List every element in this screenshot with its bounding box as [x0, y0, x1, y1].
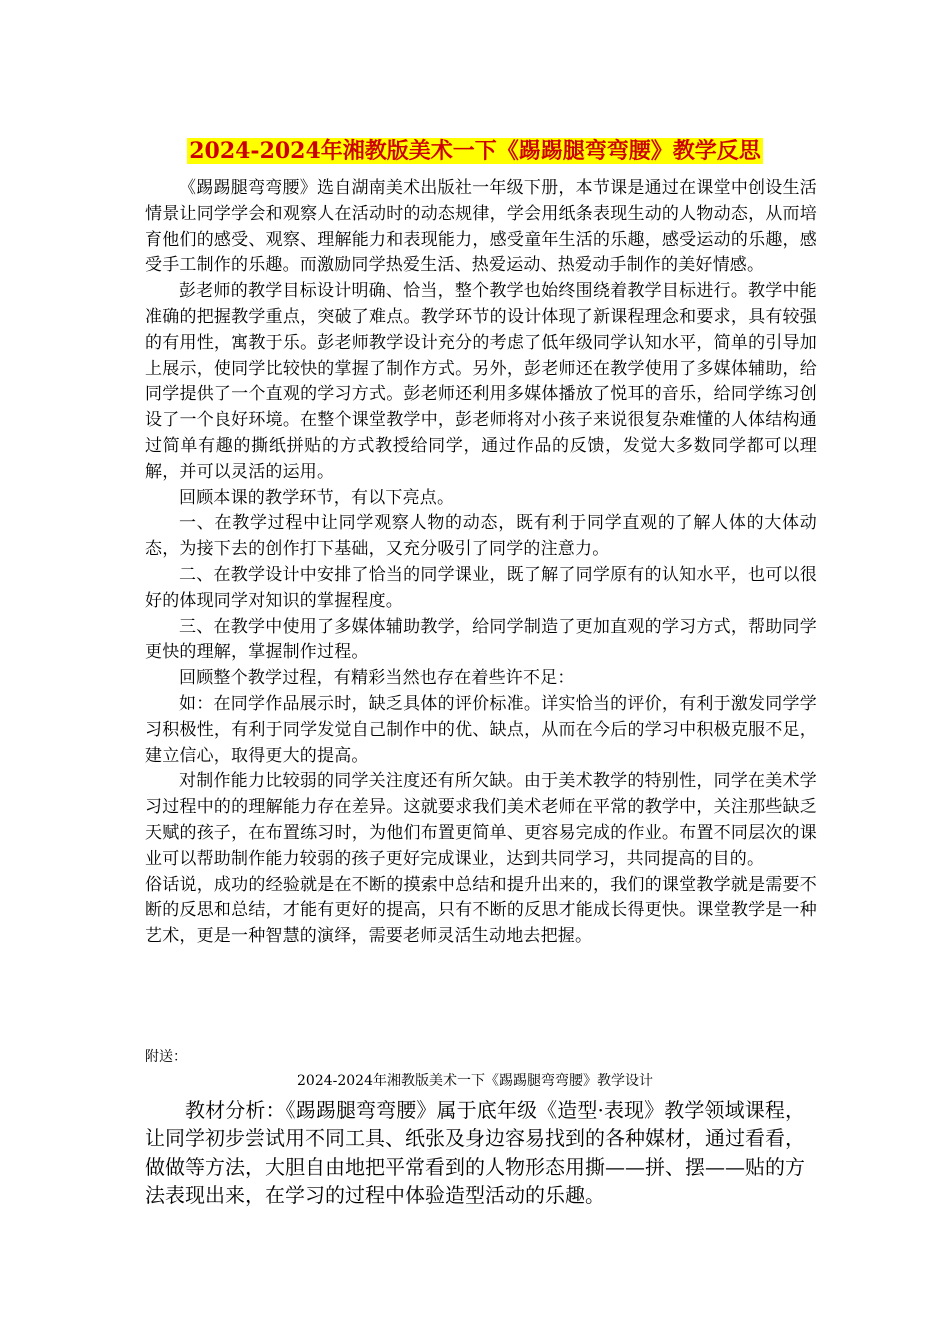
appendix-title: 2024-2024年湘教版美术一下《踢踢腿弯弯腰》教学设计 — [297, 1073, 653, 1089]
appendix-body — [145, 1096, 805, 1210]
paragraph-closing: 俗话说，成功的经验就是在不断的摸索中总结和提升出来的，我们的课堂教学就是需要不断的反思和总结，才能有更好的提高，只有不断的反思才能成长得更快。课堂教学是一种艺术，更是一种智慧的演绎，需要老师灵活生动地去把握。 — [145, 874, 817, 947]
appendix-paragraph: 教材分析：《踢踢腿弯弯腰》属于底年级《造型·表现》教学领域课程，让同学初步尝试用不同工具、纸张及身边容易找到的各种媒材，通过看看，做做等方法，大胆自由地把平常看到的人物形态用撕——拼、摆——贴的方法表现出来，在学习的过程中体验造型活动的乐趣。 — [145, 1098, 805, 1208]
paragraph-teacher-evaluation: 彭老师的教学目标设计明确、恰当，整个教学也始终围绕着教学目标进行。教学中能准确的把握教学重点，突破了难点。教学环节的设计体现了新课程理念和要求，具有较强的有用性，寓教于乐。彭老师教学设计充分的考虑了低年级同学认知水平，简单的引导加上展示，使同学比较快的掌握了制作方式。另外，彭老师还在教学使用了多媒体辅助，给同学提供了一个直观的学习方式。彭老师还利用多媒体播放了悦耳的音乐，给同学练习创设了一个良好环境。在整个课堂教学中，彭老师将对小孩子来说很复杂难懂的人体结构通过简单有趣的撕纸拼贴的方式教授给同学，通过作品的反馈，发觉大多数同学都可以理解，并可以灵活的运用。 — [145, 281, 817, 482]
paragraph-highlight-2: 二、在教学设计中安排了恰当的同学课业，既了解了同学原有的认知水平，也可以很好的体现同学对知识的掌握程度。 — [145, 564, 817, 611]
paragraph-highlight-3: 三、在教学中使用了多媒体辅助教学，给同学制造了更加直观的学习方式，帮助同学更快的理解，掌握制作过程。 — [145, 616, 817, 663]
paragraph-shortcoming-2: 对制作能力比较弱的同学关注度还有所欠缺。由于美术教学的特别性，同学在美术学习过程中的的理解能力存在差异。这就要求我们美术老师在平常的教学中，关注那些缺乏天赋的孩子，在布置练习时，为他们布置更简单、更容易完成的作业。布置不同层次的课业可以帮助制作能力较弱的孩子更好完成课业，达到共同学习，共同提高的目的。 — [145, 771, 817, 869]
paragraph-shortcoming-1: 如：在同学作品展示时，缺乏具体的评价标准。详实恰当的评价，有利于激发同学学习积极性，有利于同学发觉自己制作中的优、缺点，从而在今后的学习中积极克服不足，建立信心，取得更大的提高。 — [145, 693, 817, 766]
document-title — [0, 136, 950, 166]
paragraph-intro: 《踢踢腿弯弯腰》选自湖南美术出版社一年级下册，本节课是通过在课堂中创设生活情景让同学学会和观察人在活动时的动态规律，学会用纸条表现生动的人物动态，从而培育他们的感受、观察、理解能力和表现能力，感受童年生活的乐趣，感受运动的乐趣，感受手工制作的乐趣。而激励同学热爱生活、热爱运动、热爱动手制作的美好情感。 — [145, 178, 817, 276]
paragraph-highlights-intro: 回顾本课的教学环节，有以下亮点。 — [179, 487, 455, 508]
document-body — [145, 176, 817, 950]
paragraph-highlight-1: 一、在教学过程中让同学观察人物的动态，既有利于同学直观的了解人体的大体动态，为接下去的创作打下基础，又充分吸引了同学的注意力。 — [145, 513, 817, 560]
appendix-label: 附送： — [145, 1049, 187, 1065]
document-title-text: 2024-2024年湘教版美术一下《踢踢腿弯弯腰》教学反思 — [189, 138, 761, 164]
paragraph-shortcomings-intro: 回顾整个教学过程，有精彩当然也存在着些许不足： — [179, 668, 575, 689]
